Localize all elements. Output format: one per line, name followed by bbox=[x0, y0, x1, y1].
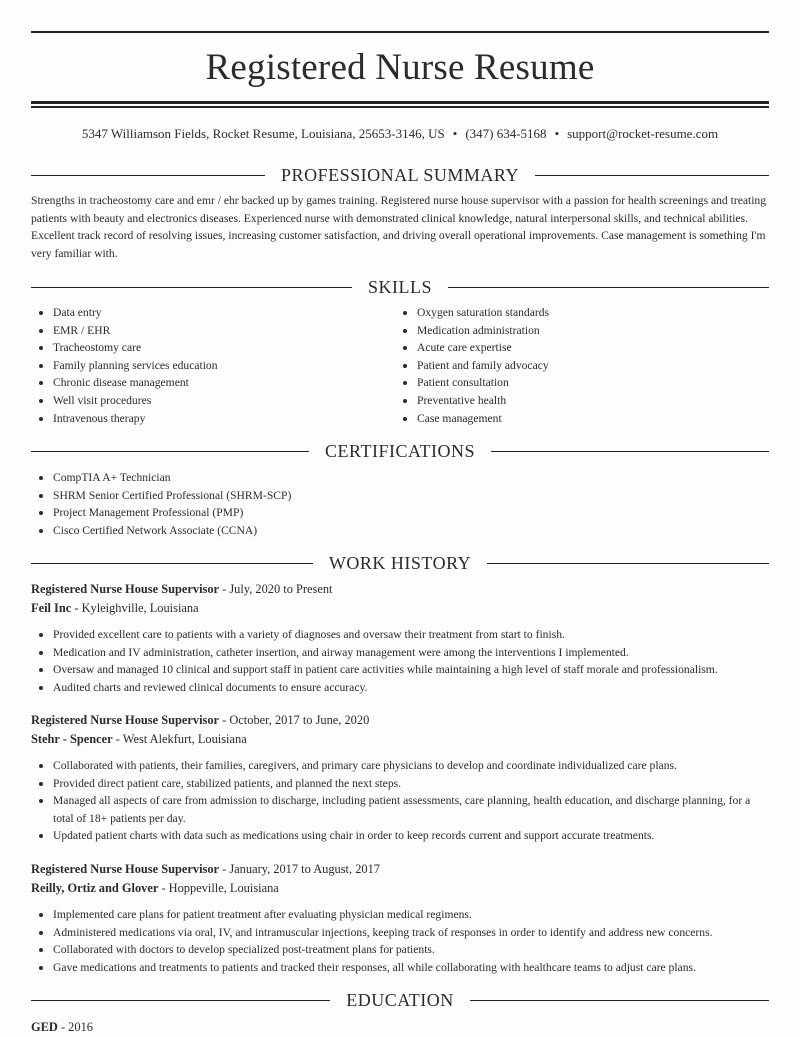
list-item: Collaborated with patients, their families, caregivers, and primary care physicians to develop and coordinate individualized care plans. bbox=[31, 757, 769, 775]
job-title: Registered Nurse House Supervisor bbox=[31, 862, 220, 876]
job-company-line bbox=[31, 879, 769, 898]
list-item: Tracheostomy care bbox=[31, 339, 391, 357]
job-entry bbox=[31, 580, 769, 696]
skills-list-left bbox=[31, 304, 391, 427]
job-title: Registered Nurse House Supervisor bbox=[31, 582, 220, 596]
section-title: WORK HISTORY bbox=[328, 553, 472, 573]
job-title-line bbox=[31, 580, 769, 599]
job-dates: - July, 2020 to Present bbox=[219, 582, 333, 596]
list-item: Patient consultation bbox=[395, 374, 769, 392]
list-item: Implemented care plans for patient treatment after evaluating physician medical regimens. bbox=[31, 906, 769, 924]
job-bullets bbox=[31, 626, 769, 696]
section-header-work bbox=[31, 552, 769, 574]
list-item: Medication administration bbox=[395, 322, 769, 340]
section-title: CERTIFICATIONS bbox=[325, 441, 475, 461]
list-item: Medication and IV administration, catheter insertion, and airway management were among the interventions I implemented. bbox=[31, 644, 769, 662]
contact-separator: • bbox=[452, 126, 458, 141]
summary-text: Strengths in tracheostomy care and emr / ehr backed up by games training. Registered nurse house supervisor with a passion for health screenings and treating patients with beauty and electronics diseases. Experienced nurse with demonstrated clinical knowledge, natural interpersonal skills, and technical abilities. Excellent track record of resolving issues, increasing customer satisfaction, and driving overall operational improvements. Case management is something I'm very familiar with. bbox=[31, 194, 767, 260]
job-bullets bbox=[31, 906, 769, 976]
list-item: Chronic disease management bbox=[31, 374, 391, 392]
title-divider-secondary bbox=[31, 106, 769, 108]
skills-list-right bbox=[395, 304, 769, 427]
section-title: PROFESSIONAL SUMMARY bbox=[281, 165, 519, 185]
list-item: Oxygen saturation standards bbox=[395, 304, 769, 322]
list-item: Collaborated with doctors to develop specialized post-treatment plans for patients. bbox=[31, 941, 769, 959]
list-item: Cisco Certified Network Associate (CCNA) bbox=[31, 522, 769, 540]
job-company-line bbox=[31, 730, 769, 749]
education-degree: GED bbox=[31, 1020, 58, 1034]
list-item: Gave medications and treatments to patients and tracked their responses, all while collaborating with healthcare teams to adjust care plans. bbox=[31, 959, 769, 977]
list-item: Well visit procedures bbox=[31, 392, 391, 410]
job-company: Reilly, Ortiz and Glover bbox=[31, 881, 159, 895]
list-item: Family planning services education bbox=[31, 357, 391, 375]
list-item: Managed all aspects of care from admission to discharge, including patient assessments, care planning, health education, and discharge planning, for a total of 18+ patients per day. bbox=[31, 792, 769, 827]
job-dates: - January, 2017 to August, 2017 bbox=[219, 862, 380, 876]
list-item: Provided excellent care to patients with a variety of diagnoses and oversaw their treatment from start to finish. bbox=[31, 626, 769, 644]
job-location: - Hoppeville, Louisiana bbox=[158, 881, 279, 895]
section-header-summary bbox=[31, 164, 769, 186]
contact-info bbox=[31, 125, 769, 143]
job-company: Stehr - Spencer bbox=[31, 732, 113, 746]
list-item: Preventative health bbox=[395, 392, 769, 410]
contact-address: 5347 Williamson Fields, Rocket Resume, Louisiana, 25653-3146, US bbox=[81, 126, 445, 141]
job-title: Registered Nurse House Supervisor bbox=[31, 713, 220, 727]
job-entry bbox=[31, 711, 769, 845]
section-header-skills bbox=[31, 276, 769, 298]
list-item: Oversaw and managed 10 clinical and support staff in patient care activities while maintaining a high level of staff morale and professionalism. bbox=[31, 661, 769, 679]
list-item: Intravenous therapy bbox=[31, 410, 391, 428]
contact-email: support@rocket-resume.com bbox=[567, 126, 719, 141]
job-company: Feil Inc bbox=[31, 601, 72, 615]
list-item: Case management bbox=[395, 410, 769, 428]
job-entry bbox=[31, 860, 769, 976]
job-title-line bbox=[31, 711, 769, 730]
list-item: Acute care expertise bbox=[395, 339, 769, 357]
job-location: - Kyleighville, Louisiana bbox=[71, 601, 199, 615]
job-dates: - October, 2017 to June, 2020 bbox=[219, 713, 370, 727]
list-item: Patient and family advocacy bbox=[395, 357, 769, 375]
section-title: SKILLS bbox=[368, 277, 433, 297]
section-header-education bbox=[31, 989, 769, 1011]
list-item: SHRM Senior Certified Professional (SHRM-SCP) bbox=[31, 487, 769, 505]
list-item: EMR / EHR bbox=[31, 322, 391, 340]
list-item: Provided direct patient care, stabilized patients, and planned the next steps. bbox=[31, 775, 769, 793]
section-title: EDUCATION bbox=[346, 990, 454, 1010]
job-company-line bbox=[31, 599, 769, 618]
list-item: Project Management Professional (PMP) bbox=[31, 504, 769, 522]
title-divider bbox=[31, 101, 769, 104]
job-location: - West Alekfurt, Louisiana bbox=[112, 732, 247, 746]
education-entry bbox=[31, 1018, 769, 1037]
list-item: Audited charts and reviewed clinical documents to ensure accuracy. bbox=[31, 679, 769, 697]
contact-phone: (347) 634-5168 bbox=[465, 126, 547, 141]
top-divider bbox=[31, 31, 769, 33]
section-header-certifications bbox=[31, 440, 769, 462]
list-item: Data entry bbox=[31, 304, 391, 322]
page-title: Registered Nurse Resume bbox=[205, 47, 595, 88]
education-year: - 2016 bbox=[57, 1020, 93, 1034]
contact-separator: • bbox=[554, 126, 560, 141]
list-item: CompTIA A+ Technician bbox=[31, 469, 769, 487]
list-item: Administered medications via oral, IV, and intramuscular injections, keeping track of responses in order to identify and address new concerns. bbox=[31, 924, 769, 942]
job-bullets bbox=[31, 757, 769, 845]
job-title-line bbox=[31, 860, 769, 879]
list-item: Updated patient charts with data such as medications using chair in order to keep records current and support accurate treatments. bbox=[31, 827, 769, 845]
certifications-list bbox=[31, 469, 769, 539]
